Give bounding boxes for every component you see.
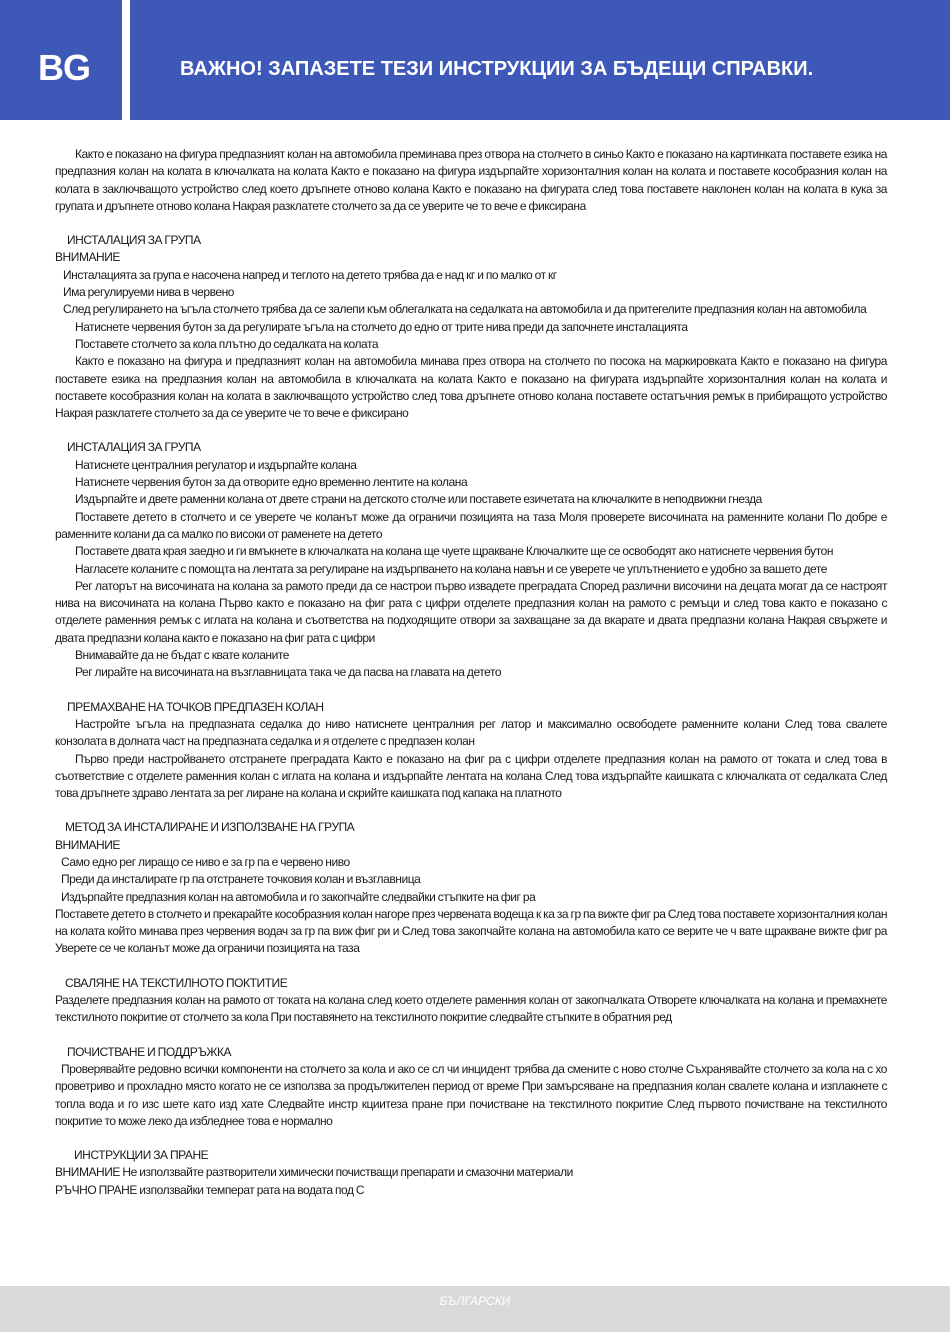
warning-label: ВНИМАНИЕ <box>55 250 120 265</box>
paragraph: Внимавайте да не бъдат с квате коланите <box>75 648 289 663</box>
paragraph: След регулирането на ъгъла столчето трябва да се залепи към облегалката на седалката на автомобила и да притегелите предпазния колан на автомобила <box>63 302 867 317</box>
section-heading-install-method: МЕТОД ЗА ИНСТАЛИРАНЕ И ИЗПОЛЗВАНЕ НА ГРУПА <box>65 820 355 835</box>
paragraph: Първо преди настройването отстранете преградата Както е показано на фиг ра с цифри отделете предпазния колан на рамото от токата и след това в съответствие с отделете раменния колан с иглата на колана и издърпайте лентата на колана След това издърпайте каишката с ключалката от седалката След това дръпнете здраво лентата за рег лиране на колана и скрийте каишката под капака на платното <box>55 751 887 801</box>
paragraph: Поставете столчето за кола плътно до седалката на колата <box>75 336 379 351</box>
paragraph: Натиснете червения бутон за да отворите едно временно лентите на колана <box>75 475 468 490</box>
section-heading-washing: ИНСТРУКЦИИ ЗА ПРАНЕ <box>74 1148 209 1163</box>
header-bar <box>0 0 950 120</box>
paragraph: Поставете двата края заедно и ги вмъкнете в ключалката на колана ще чуете щракване Ключалките ще се освободят ако натиснете червения бутон <box>75 544 834 559</box>
paragraph: Поставете детето в столчето и прекарайте кособразния колан нагоре през червената водеща к ка за гр па вижте фиг ра След това поставете хоризонталния колан на колата който минава през червения водач за гр па виж фиг ри и След това закопчайте колана на автомобила като се верите че ч вате щракване вижте фиг ра Уверете се че коланът може да ограничи позицията на таза <box>55 906 887 956</box>
paragraph: Рег лирайте на височината на възглавницата така че да пасва на главата на детето <box>75 665 502 680</box>
footer-bar <box>0 1286 950 1332</box>
paragraph: Както е показано на фигура и предпазният колан на автомобила минава през отвора на столчето по посока на маркировката Както е показано на фигура поставете езика на предпазния колан на автомобила в ключалката на колата Както е показано на фигурата издърпайте хоризонталния колан на колата и поставете кособразния колан на колата в заключващото устройство след това дръпнете отново колана поставете остатъчния ремък в прибиращото устройство Накрая разклатете столчето за да се уверите че то вече е фиксирано <box>55 354 887 421</box>
section-heading-group-install-2: ИНСТАЛАЦИЯ ЗА ГРУПА <box>67 440 201 455</box>
paragraph: Издърпайте предпазния колан на автомобила и го закопчайте следвайки стъпките на фиг ра <box>61 889 536 904</box>
paragraph: Инсталацията за група е насочена напред и теглото на детето трябва да е над кг и по малко от кг <box>63 267 557 282</box>
page-title: ВАЖНО! ЗАПАЗЕТЕ ТЕЗИ ИНСТРУКЦИИ ЗА БЪДЕЩИ СПРАВКИ. <box>180 58 814 80</box>
header-divider <box>122 0 130 120</box>
section-heading-remove-harness: ПРЕМАХВАНЕ НА ТОЧКОВ ПРЕДПАЗЕН КОЛАН <box>67 699 324 714</box>
section-heading-cleaning: ПОЧИСТВАНЕ И ПОДДРЪЖКА <box>67 1044 232 1059</box>
warning-label: ВНИМАНИЕ <box>55 837 120 852</box>
intro-paragraph: Както е показано на фигура предпазният колан на автомобила преминава през отвора на столчето в синьо Както е показано на картинката поставете езика на предпазния колан на колата в ключалката на колата Както е показано на фигура издърпайте хоризонталния колан на колата и поставете кособразния колан на колата в заключващото устройство след което дръпнете отново колана Както е показано на фигурата след това поставете наклонен колан на колата в кука за групата и дръпнете отново колана Накрая разклатете столчето за да се уверите че то вече е фиксирана <box>55 147 887 213</box>
paragraph: РЪЧНО ПРАНЕ използвайки температ рата на водата под С <box>55 1182 365 1197</box>
language-code: BG <box>38 47 90 88</box>
paragraph: Поставете детето в столчето и се уверете че коланът може да ограничи позицията на таза Моля проверете височината на раменните колани По добре е раменните колани да са малко по високи от раменете на детето <box>55 509 887 541</box>
paragraph: Разделете предпазния колан на рамото от токата на колана след което отделете раменния колан от закопчалката Отворете ключалката на колана и премахнете текстилното покритие от столчето за кола При поставянето на текстилното покритие следвайте стъпките в обратния ред <box>55 993 887 1025</box>
paragraph: Нагласете коланите с помощта на лентата за регулиране на издърпването на колана навън и се уверете че уплътнението е удобно за вашето дете <box>75 561 828 576</box>
paragraph: Рег латорът на височината на колана за рамото преди да се настрои първо извадете преградата Според различни височини на децата могат да се настроят нива на височината на колана Първо както е показано на фиг рата с цифри отделете предпазния колан на рамото с ремъци и след това както е показано с отделете раменния ремък с иглата на колана и съответства на подходящите отвори за захващане за да вкарате и двата предпазни колана Накрая свържете и двата предпазни колана както е показано на фиг рата с цифри <box>55 578 887 645</box>
paragraph: Проверявайте редовно всички компоненти на столчето за кола и ако се сл чи инцидент трябва да смените с ново столче Съхранявайте столчето за кола на с хо проветриво и прохладно място когато не се използва за продължителен период от време При замърсяване на предпазния колан свалете колана и изплакнете с топла вода и го изс шете като изд хате Следвайте инстр кциитеза пране при почистване на текстилното покритие След първото почистване на текстилното покритие то може леко да избледнее това е нормално <box>55 1061 887 1128</box>
paragraph: Преди да инсталирате гр па отстранете точковия колан и възглавница <box>61 872 421 887</box>
paragraph: Има регулируеми нива в червено <box>63 285 235 300</box>
section-heading-remove-cover: СВАЛЯНЕ НА ТЕКСТИЛНОТО ПОКТИТИЕ <box>65 975 288 990</box>
paragraph: Настройте ъгъла на предпазната седалка до ниво натиснете централния рег латор и максимално освободете раменните колани След това свалете конзолата в долната част на предпазната седалка и я отделете с предпазен колан <box>55 716 887 749</box>
footer-language-label: БЪЛГАРСКИ <box>439 1294 511 1308</box>
paragraph: Натиснете централния регулатор и издърпайте колана <box>75 457 357 472</box>
section-heading-group-install-1: ИНСТАЛАЦИЯ ЗА ГРУПА <box>67 233 201 248</box>
instructions-body <box>55 146 887 1199</box>
paragraph: Само едно рег лиращо се ниво е за гр па е червено ниво <box>61 854 350 869</box>
paragraph: Издърпайте и двете раменни колана от двете страни на детското столче или поставете езичетата на ключалките в неподвижни гнезда <box>75 492 762 507</box>
paragraph: ВНИМАНИЕ Не използвайте разтворители химически почистващи препарати и смазочни материали <box>55 1165 573 1180</box>
paragraph: Натиснете червения бутон за да регулирате ъгъла на столчето до едно от трите нива преди да започнете инсталацията <box>75 319 688 334</box>
